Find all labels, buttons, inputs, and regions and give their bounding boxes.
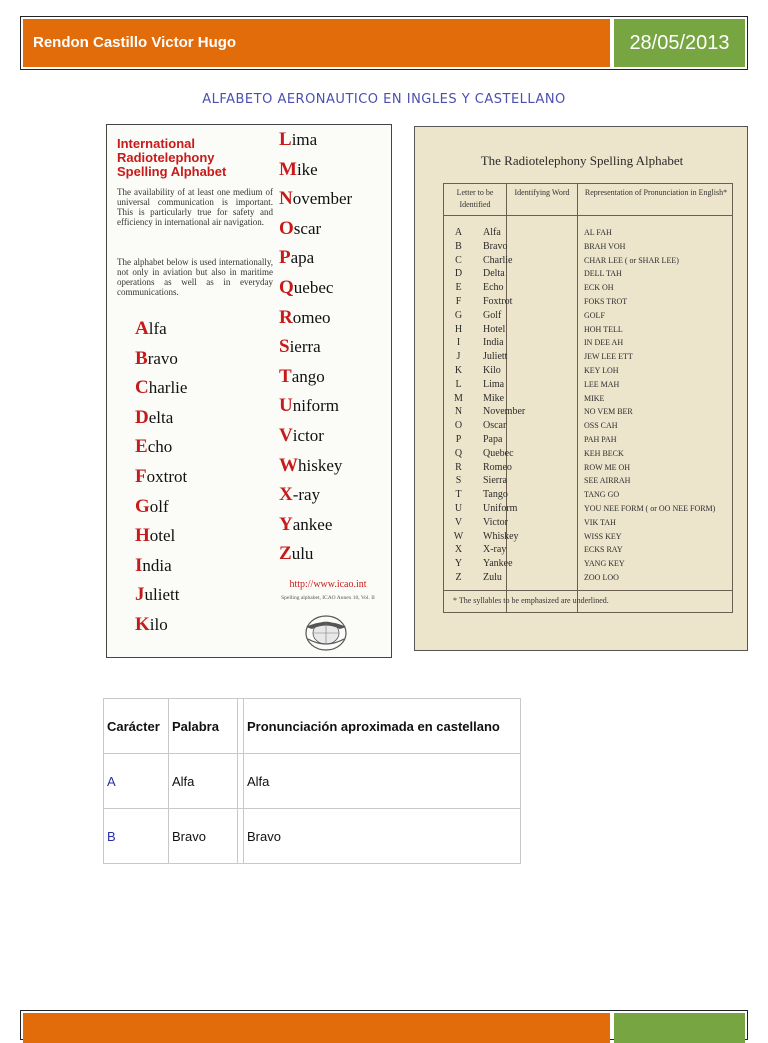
image-cell-letter: X (454, 544, 463, 556)
image-table-row (443, 351, 733, 365)
spelling-alphabet-image (414, 126, 748, 651)
image-table-row (443, 406, 733, 420)
image-cell-word: Foxtrot (483, 296, 513, 307)
nato-initial: S (279, 336, 290, 358)
nato-initial: C (135, 377, 149, 399)
cell-pron: Alfa (244, 754, 521, 809)
cell-word: Bravo (169, 809, 238, 864)
image-table-row (443, 337, 733, 351)
image-cell-word: Lima (483, 378, 505, 390)
image-cell-word: Alfa (483, 227, 501, 238)
nato-initial: H (135, 525, 150, 547)
image-cell-pron: GOLF (584, 310, 605, 320)
footer-orange-band (23, 1013, 610, 1043)
nato-initial: E (135, 436, 148, 458)
image-cell-letter: F (455, 296, 462, 307)
icao-reference: Spelling alphabet, ICAO Annex 10, Vol. II (281, 595, 375, 601)
image-cell-word: Whiskey (483, 530, 519, 542)
nato-word (279, 307, 331, 329)
image-cell-pron: HOH TELL (584, 324, 623, 334)
nato-initial: O (279, 217, 294, 239)
nato-word (279, 514, 332, 536)
image-cell-letter: I (456, 337, 461, 349)
nato-rest: elta (148, 407, 174, 427)
nato-initial: U (279, 395, 293, 417)
nato-initial: J (135, 584, 145, 606)
nato-initial: R (279, 306, 293, 328)
nato-initial: Y (279, 513, 293, 535)
image-cell-letter: S (455, 475, 462, 487)
image-cell-pron: KEY LOH (584, 366, 619, 375)
nato-word (279, 247, 314, 269)
header-author: Rendon Castillo Victor Hugo (23, 19, 610, 67)
image-cell-pron: OSS CAH (584, 421, 618, 431)
image-cell-word: India (483, 337, 504, 349)
nato-initial: G (135, 495, 150, 517)
image-cell-word: Quebec (483, 447, 514, 459)
nato-initial: D (135, 406, 149, 428)
nato-initial: F (135, 466, 147, 487)
image-cell-pron: ROW ME OH (584, 462, 631, 472)
image-cell-word: Juliett (483, 351, 508, 363)
image-table-row (443, 310, 733, 324)
image-cell-letter: C (455, 254, 462, 266)
image-cell-letter: G (454, 309, 463, 321)
image-cell-letter: U (454, 503, 463, 514)
nato-rest: ndia (142, 555, 172, 575)
image-cell-letter: Z (455, 572, 462, 583)
nato-word (279, 129, 317, 151)
nato-initial: M (279, 158, 297, 180)
nato-rest: ierra (289, 337, 321, 357)
nato-rest: ima (291, 130, 318, 149)
image-cell-pron: MIKE (584, 393, 605, 403)
image-cell-word: Yankee (483, 558, 513, 570)
nato-word (279, 218, 321, 240)
nato-rest: omeo (292, 307, 331, 327)
image-table-row (443, 434, 733, 448)
nato-rest: ulu (291, 544, 314, 564)
nato-rest: apa (290, 248, 315, 268)
nato-word (135, 614, 168, 636)
image-cell-pron: SEE AIRRAH (584, 476, 631, 486)
nato-rest: uebec (293, 278, 334, 297)
image-table-row (443, 282, 733, 296)
image-cell-word: Echo (483, 282, 504, 294)
header-word: Palabra (169, 699, 238, 754)
nato-word (279, 277, 333, 299)
nato-word (135, 348, 178, 370)
image-cell-letter: K (454, 365, 463, 376)
nato-rest: uliett (144, 585, 180, 605)
cell-char-link[interactable]: B (104, 809, 169, 864)
image-table-row (443, 241, 733, 255)
image-table-row (443, 448, 733, 462)
col-letter-header: Letter to be Identified (456, 188, 494, 209)
nato-rest: -ray (292, 485, 321, 505)
image-table-row (443, 420, 733, 434)
image-cell-letter: D (454, 268, 463, 280)
nato-word (279, 366, 325, 388)
nato-initial: K (135, 614, 150, 635)
image-cell-pron: JEW LEE ETT (584, 352, 633, 362)
nato-rest: olf (149, 496, 169, 516)
image-cell-letter: R (455, 461, 462, 473)
image-cell-letter: L (455, 378, 462, 390)
nato-rest: ilo (149, 615, 168, 634)
image-cell-word: Zulu (483, 572, 502, 583)
nato-word (135, 318, 167, 340)
image-cell-pron: ECK OH (584, 283, 614, 293)
nato-rest: niform (292, 396, 340, 416)
nato-initial: X (279, 484, 293, 506)
image-cell-pron: AL FAH (584, 228, 612, 237)
poster-title: International Radiotelephony Spelling Alphabet (117, 136, 227, 179)
image-table-row (443, 255, 733, 269)
nato-rest: ictor (292, 426, 324, 445)
image-cell-word: Papa (483, 434, 503, 445)
nato-initial: T (279, 365, 292, 387)
nato-word (279, 455, 342, 477)
image-cell-word: Bravo (483, 240, 508, 252)
image-table-row (443, 365, 733, 379)
nato-initial: N (279, 188, 293, 210)
image-table-header-rule (443, 215, 733, 216)
image-cell-letter: W (453, 530, 464, 542)
image-table-row (443, 544, 733, 558)
image-table-row (443, 503, 733, 517)
image-table-row (443, 393, 733, 407)
image-cell-pron: TANG GO (584, 490, 620, 500)
nato-word (135, 377, 187, 399)
image-cell-letter: P (455, 434, 462, 445)
nato-rest: scar (293, 218, 322, 238)
image-table-row (443, 517, 733, 531)
pronunciation-table (103, 698, 521, 864)
nato-rest: lfa (148, 319, 167, 338)
nato-initial: P (279, 247, 291, 269)
image-cell-word: Tango (483, 489, 508, 501)
table-row (104, 754, 521, 809)
col-word-header: Identifying Word (514, 188, 570, 197)
nato-rest: ovember (292, 189, 353, 209)
nato-word (135, 466, 187, 488)
nato-word (135, 496, 169, 518)
image-cell-word: November (483, 406, 526, 418)
image-cell-pron: CHAR LEE ( or SHAR LEE) (584, 255, 679, 265)
nato-initial: I (135, 554, 143, 576)
header-pron: Pronunciación aproximada en castellano (244, 699, 521, 754)
nato-word (135, 525, 175, 547)
image-cell-word: Delta (483, 268, 505, 280)
image-table-row (443, 227, 733, 241)
image-table-row (443, 462, 733, 476)
footer-green-band (614, 1013, 745, 1043)
image-table-row (443, 475, 733, 489)
header-char: Carácter (104, 699, 169, 754)
nato-word (135, 407, 173, 429)
image-cell-pron: PAH PAH (584, 435, 617, 444)
image-cell-pron: VIK TAH (584, 517, 616, 527)
cell-pron: Bravo (244, 809, 521, 864)
nato-word (279, 395, 339, 417)
image-cell-letter: Y (454, 558, 463, 570)
image-table-row (443, 572, 733, 586)
image-cell-letter: A (454, 227, 463, 238)
image-table-row (443, 489, 733, 503)
poster-paragraph-1: The availability of at least one medium of universal communication is important. This is particularly true for safety and efficiency in international air navigation. (117, 187, 273, 227)
nato-rest: oxtrot (146, 467, 188, 486)
image-cell-letter: J (456, 351, 461, 363)
poster-paragraph-2: The alphabet below is used internationally, not only in aviation but also in maritime operations as well as in everyday communications. (117, 257, 273, 297)
icao-link[interactable]: http://www.icao.int (289, 579, 367, 590)
nato-rest: harlie (148, 378, 188, 398)
nato-initial: L (279, 129, 292, 150)
nato-rest: cho (147, 437, 173, 457)
image-cell-pron: ECKS RAY (584, 545, 623, 555)
image-cell-pron: DELL TAH (584, 269, 622, 279)
image-table-row (443, 268, 733, 282)
nato-word (279, 336, 321, 358)
nato-word (279, 159, 318, 181)
image-cell-pron: YANG KEY (584, 559, 625, 569)
image-cell-letter: N (454, 406, 463, 418)
image-cell-pron: BRAH VOH (584, 241, 626, 251)
image-cell-pron: ZOO LOO (584, 573, 619, 582)
image-table-row (443, 324, 733, 338)
image-cell-pron: FOKS TROT (584, 297, 628, 306)
nato-rest: ango (291, 366, 325, 386)
nato-rest: ravo (147, 348, 178, 368)
image-cell-word: Victor (483, 516, 508, 528)
nato-rest: ike (296, 159, 318, 179)
image-title: The Radiotelephony Spelling Alphabet (480, 153, 684, 168)
image-cell-letter: V (454, 516, 463, 528)
image-cell-word: Romeo (483, 461, 512, 473)
image-cell-letter: E (455, 282, 462, 294)
image-cell-letter: H (454, 323, 463, 335)
image-table-row (443, 296, 733, 310)
image-cell-pron: YOU NEE FORM ( or OO NEE FORM) (584, 504, 716, 513)
nato-word (279, 188, 352, 210)
nato-word (279, 425, 324, 447)
nato-initial: B (135, 347, 148, 369)
image-cell-pron: IN DEE AH (584, 338, 624, 348)
col-pron-header: Representation of Pronunciation in English* (584, 188, 728, 197)
nato-word (135, 584, 179, 606)
image-cell-word: X-ray (483, 544, 507, 556)
image-table-row (443, 558, 733, 572)
header-date: 28/05/2013 (614, 19, 745, 67)
cell-word: Alfa (169, 754, 238, 809)
image-footnote: * The syllables to be emphasized are underlined. (453, 596, 609, 605)
nato-initial: V (279, 425, 293, 446)
nato-initial: Z (279, 543, 292, 565)
image-cell-pron: LEE MAH (584, 379, 620, 389)
image-cell-word: Charlie (483, 254, 513, 266)
image-cell-letter: T (455, 489, 462, 501)
image-cell-word: Kilo (483, 365, 501, 376)
nato-initial: A (135, 318, 149, 339)
image-cell-word: Sierra (483, 475, 507, 487)
cell-char-link[interactable]: A (104, 754, 169, 809)
nato-rest: otel (149, 526, 176, 546)
nato-word (135, 555, 172, 577)
table-header-row (104, 699, 521, 754)
nato-initial: W (279, 454, 298, 476)
image-cell-pron: KEH BECK (584, 448, 624, 458)
image-cell-word: Mike (483, 392, 505, 404)
document-title: ALFABETO AERONAUTICO EN INGLES Y CASTELLANO (202, 92, 566, 107)
nato-rest: ankee (292, 514, 333, 534)
image-cell-letter: B (455, 240, 462, 252)
image-cell-letter: O (454, 420, 463, 432)
icao-logo-icon (300, 613, 352, 653)
image-cell-word: Golf (483, 309, 502, 321)
nato-initial: Q (279, 277, 294, 298)
image-table-row (443, 531, 733, 545)
nato-word (135, 436, 172, 458)
nato-word (279, 484, 320, 506)
image-cell-pron: NO VEM BER (584, 407, 633, 417)
image-cell-word: Oscar (483, 420, 507, 432)
image-cell-word: Hotel (483, 323, 506, 335)
table-row (104, 809, 521, 864)
nato-rest: hiskey (298, 455, 343, 475)
nato-word (279, 543, 313, 565)
image-cell-word: Uniform (483, 503, 518, 514)
image-cell-letter: M (454, 392, 463, 404)
image-table-row (443, 379, 733, 393)
image-table-footer-rule (443, 590, 733, 591)
image-cell-letter: Q (454, 447, 463, 459)
icao-poster-image (106, 124, 392, 658)
image-cell-pron: WISS KEY (584, 531, 622, 541)
